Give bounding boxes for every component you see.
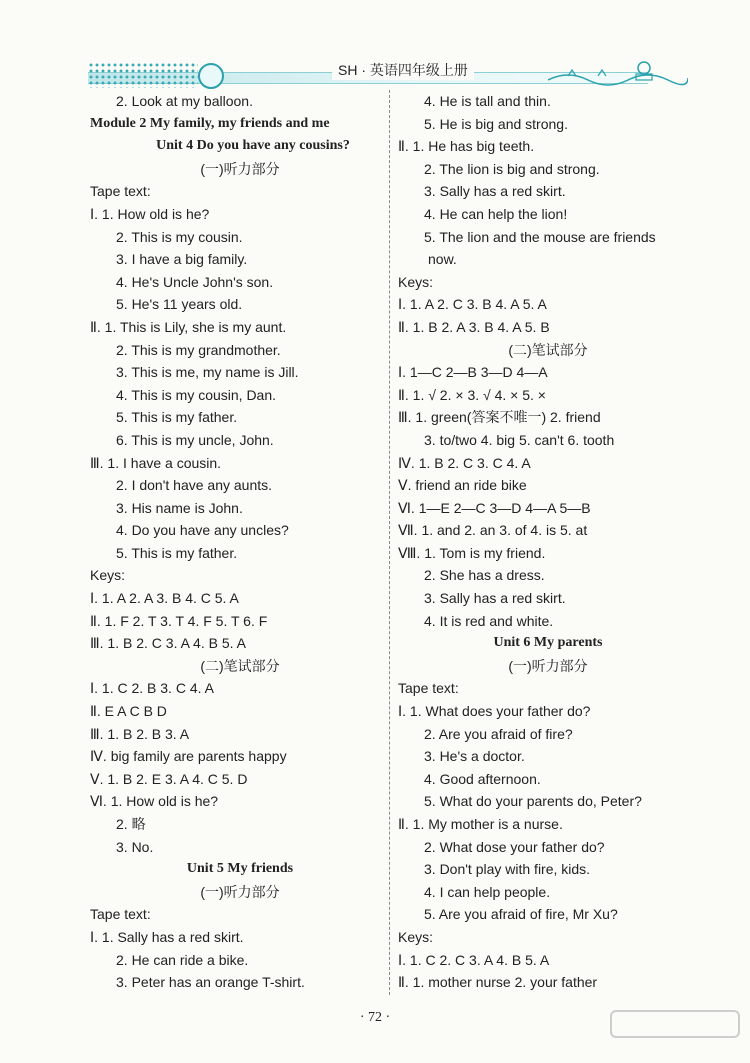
text-line: Ⅲ. 1. I have a cousin.	[90, 454, 222, 471]
text-line: 2. He can ride a bike.	[116, 951, 249, 968]
text-line: Ⅱ. 1. My mother is a nurse.	[398, 816, 563, 832]
text-line: 4. Do you have any uncles?	[116, 522, 289, 539]
text-line: 3. His name is John.	[116, 499, 243, 516]
text-line: 2. The lion is big and strong.	[424, 160, 600, 177]
text-line: 2. This is my cousin.	[116, 228, 243, 245]
text-line: Ⅰ. 1. A 2. A 3. B 4. C 5. A	[90, 590, 239, 607]
text-line: Ⅲ. 1. B 2. C 3. A 4. B 5. A	[90, 635, 246, 652]
text-line: 5. Are you afraid of fire, Mr Xu?	[424, 906, 618, 923]
text-line: Ⅵ. 1—E 2—C 3—D 4—A 5—B	[398, 499, 591, 516]
text-line: 4. He can help the lion!	[424, 205, 568, 222]
text-line: 2. 略	[116, 816, 146, 832]
text-line: 2. What dose your father do?	[424, 838, 605, 855]
text-line: Unit 4 Do you have any cousins?	[156, 138, 350, 154]
text-line: 6. This is my uncle, John.	[116, 431, 274, 448]
text-line: Ⅱ. 1. √ 2. × 3. √ 4. × 5. ×	[398, 386, 546, 403]
text-line: Ⅰ. 1. C 2. B 3. C 4. A	[90, 680, 214, 697]
text-line: 3. to/two 4. big 5. can't 6. tooth	[424, 431, 615, 448]
header-decoration-icon	[548, 58, 688, 86]
text-line: 4. Good afternoon.	[424, 770, 541, 787]
text-line: 2. Look at my balloon.	[116, 93, 253, 109]
text-line: Ⅵ. 1. How old is he?	[90, 793, 219, 810]
text-line: (一)听力部分	[508, 657, 588, 674]
text-line: 5. He is big and strong.	[424, 115, 568, 132]
text-line: Unit 5 My friends	[186, 861, 294, 877]
text-line: Tape text:	[398, 680, 459, 697]
watermark-logo-icon	[610, 1010, 740, 1038]
text-line: 4. I can help people.	[424, 883, 551, 900]
text-line: Ⅲ. 1. B 2. B 3. A	[90, 725, 190, 742]
text-line: Ⅱ. 1. B 2. A 3. B 4. A 5. B	[398, 318, 550, 335]
text-line: 3. I have a big family.	[116, 251, 248, 268]
text-line: 4. It is red and white.	[424, 612, 554, 629]
text-line: Keys:	[90, 567, 126, 584]
watermark-logo	[610, 1010, 740, 1055]
text-line: (一)听力部分	[200, 883, 280, 900]
text-line: Ⅰ. 1. How old is he?	[90, 205, 210, 222]
text-line: 5. This is my father.	[116, 409, 238, 426]
text-line: Module 2 My family, my friends and me	[90, 115, 330, 131]
page-header	[88, 58, 688, 88]
text-line: 2. This is my grandmother.	[116, 341, 281, 358]
text-line: now.	[428, 251, 457, 268]
text-line: 4. This is my cousin, Dan.	[116, 386, 277, 403]
text-line: Ⅶ. 1. and 2. an 3. of 4. is 5. at	[398, 522, 588, 539]
text-line: Ⅱ. 1. He has big teeth.	[398, 138, 535, 155]
header-dot-pattern	[88, 62, 198, 88]
page-number: · 72 ·	[359, 1010, 391, 1025]
text-line: 3. This is me, my name is Jill.	[116, 364, 299, 381]
header-circle-icon	[198, 63, 224, 89]
text-line: 3. No.	[116, 838, 154, 855]
text-line: Ⅲ. 1. green(答案不唯一) 2. friend	[398, 409, 601, 426]
text-line: Ⅱ. 1. This is Lily, she is my aunt.	[90, 318, 287, 335]
text-line: 2. Are you afraid of fire?	[424, 725, 573, 742]
text-line: (二)笔试部分	[200, 657, 280, 674]
text-line: Ⅰ. 1—C 2—B 3—D 4—A	[398, 364, 548, 381]
text-line: Ⅳ. 1. B 2. C 3. C 4. A	[398, 454, 531, 471]
text-line: 5. What do your parents do, Peter?	[424, 793, 642, 810]
text-line: Tape text:	[90, 183, 151, 200]
text-line: 5. He's 11 years old.	[116, 296, 243, 313]
text-line: Keys:	[398, 273, 434, 290]
right-column	[398, 90, 698, 994]
text-line: 5. The lion and the mouse are friends	[424, 228, 656, 245]
text-line: 5. This is my father.	[116, 544, 238, 561]
text-line: Ⅰ. 1. A 2. C 3. B 4. A 5. A	[398, 296, 547, 313]
text-line: Ⅷ. 1. Tom is my friend.	[398, 544, 546, 561]
left-column	[90, 90, 390, 994]
text-line: Ⅴ. friend an ride bike	[398, 477, 527, 494]
text-line: 3. Sally has a red skirt.	[424, 183, 566, 200]
text-line: (一)听力部分	[200, 160, 280, 177]
text-line: Tape text:	[90, 906, 151, 923]
header-title: SH · 英语四年级上册	[332, 60, 474, 80]
text-line: (二)笔试部分	[508, 341, 588, 358]
text-line: 2. I don't have any aunts.	[116, 477, 273, 494]
text-line: Ⅴ. 1. B 2. E 3. A 4. C 5. D	[90, 770, 248, 787]
text-line: 2. She has a dress.	[424, 567, 545, 584]
text-line: 3. Don't play with fire, kids.	[424, 861, 591, 878]
text-line: Ⅳ. big family are parents happy	[90, 748, 287, 765]
text-line: Unit 6 My parents	[493, 635, 603, 651]
text-line: Ⅰ. 1. Sally has a red skirt.	[90, 928, 244, 945]
text-line: 4. He is tall and thin.	[424, 93, 551, 109]
text-line: Ⅰ. 1. What does your father do?	[398, 703, 591, 720]
text-line: Ⅱ. E A C B D	[90, 703, 167, 720]
text-line: Ⅱ. 1. F 2. T 3. T 4. F 5. T 6. F	[90, 612, 268, 629]
text-line: 3. Sally has a red skirt.	[424, 590, 566, 607]
text-line: 3. Peter has an orange T-shirt.	[116, 974, 305, 991]
text-line: Ⅰ. 1. C 2. C 3. A 4. B 5. A	[398, 951, 550, 968]
text-line: Keys:	[398, 928, 434, 945]
text-line: 3. He's a doctor.	[424, 748, 525, 765]
text-line: 4. He's Uncle John's son.	[116, 273, 274, 290]
text-line: Ⅱ. 1. mother nurse 2. your father	[398, 974, 598, 991]
